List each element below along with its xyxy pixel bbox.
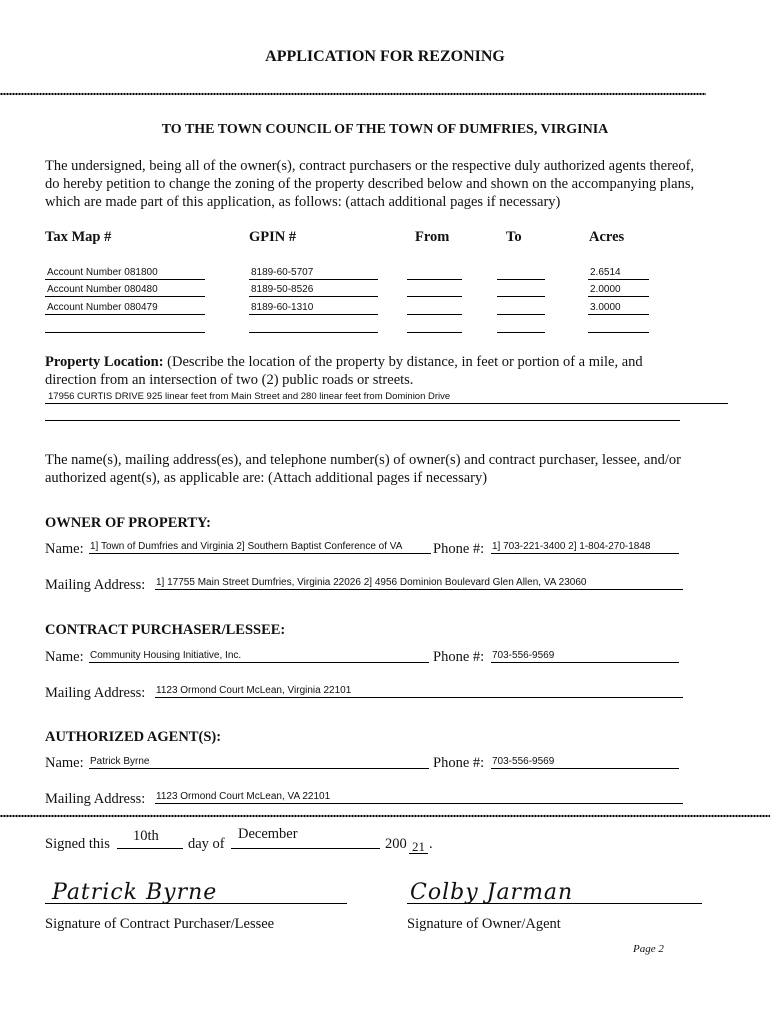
purchaser-phone-label: Phone #: [433, 649, 485, 665]
col-header-to: To [506, 229, 522, 245]
col-header-from: From [415, 229, 450, 245]
tax-map-field[interactable]: Account Number 080479 [45, 301, 205, 315]
names-intro-line: The name(s), mailing address(es), and telephone number(s) of owner(s) and contract purchaser, lessee, and/or [45, 452, 681, 468]
col-header-acres: Acres [589, 229, 625, 245]
page-subtitle: TO THE TOWN COUNCIL OF THE TOWN OF DUMFRIES, VIRGINIA [161, 122, 609, 137]
property-location-instructions: (Describe the location of the property by distance, in feet or portion of a mile, and [163, 354, 643, 370]
to-field[interactable] [497, 266, 545, 280]
owner-phone-field[interactable]: 1] 703-221-3400 2] 1-804-270-1848 [491, 540, 679, 554]
purchaser-signature: Patrick Byrne [52, 880, 218, 905]
agent-address-field[interactable]: 1123 Ormond Court McLean, VA 22101 [155, 790, 683, 804]
tax-map-field[interactable] [45, 319, 205, 333]
signed-label: Signed this [45, 836, 110, 852]
col-header-gpin: GPIN # [249, 229, 297, 245]
from-field[interactable] [407, 266, 462, 280]
owner-agent-signature-caption: Signature of Owner/Agent [407, 916, 561, 932]
purchaser-signature-caption: Signature of Contract Purchaser/Lessee [45, 916, 275, 932]
intro-line: The undersigned, being all of the owner(s), contract purchasers or the respective duly authorized agents thereof, [45, 158, 695, 174]
owner-name-label: Name: [45, 541, 84, 557]
owner-agent-signature-line[interactable] [407, 903, 702, 904]
names-intro-paragraph [45, 451, 745, 487]
property-location-label: Property Location: [45, 354, 164, 370]
acres-field[interactable]: 2.6514 [588, 266, 649, 280]
property-location-instructions: direction from an intersection of two (2) public roads or streets. [45, 372, 414, 388]
signed-month-field[interactable]: December [238, 826, 298, 842]
purchaser-name-label: Name: [45, 649, 84, 665]
owner-address-label: Mailing Address: [45, 577, 146, 593]
tax-map-field[interactable]: Account Number 081800 [45, 266, 205, 280]
owner-phone-label: Phone #: [433, 541, 485, 557]
property-location-blank-line[interactable] [45, 420, 680, 421]
signed-day-line [117, 848, 183, 849]
tax-map-field[interactable]: Account Number 080480 [45, 283, 205, 297]
agent-heading: AUTHORIZED AGENT(S): [45, 729, 222, 745]
from-field[interactable] [407, 301, 462, 315]
names-intro-line: authorized agent(s), as applicable are: (Attach additional pages if necessary) [45, 470, 488, 486]
intro-paragraph [45, 157, 745, 211]
to-field[interactable] [497, 301, 545, 315]
dotted-divider [0, 814, 770, 818]
agent-phone-label: Phone #: [433, 755, 485, 771]
agent-name-label: Name: [45, 755, 84, 771]
owner-heading: OWNER OF PROPERTY: [45, 515, 211, 531]
signed-day-field[interactable]: 10th [133, 828, 159, 844]
signed-period: . [429, 836, 433, 852]
purchaser-name-field[interactable]: Community Housing Initiative, Inc. [89, 649, 429, 663]
owner-agent-signature: Colby Jarman [410, 880, 574, 905]
purchaser-address-label: Mailing Address: [45, 685, 146, 701]
to-field[interactable] [497, 283, 545, 297]
col-header-tax-map: Tax Map # [45, 229, 112, 245]
acres-field[interactable]: 2.0000 [588, 283, 649, 297]
acres-field[interactable]: 3.0000 [588, 301, 649, 315]
gpin-field[interactable]: 8189-60-5707 [249, 266, 378, 280]
purchaser-heading: CONTRACT PURCHASER/LESSEE: [45, 622, 286, 638]
purchaser-phone-field[interactable]: 703-556-9569 [491, 649, 679, 663]
from-field[interactable] [407, 283, 462, 297]
intro-line: which are made part of this application, as follows: (attach additional pages if necessary) [45, 194, 561, 210]
page-title: APPLICATION FOR REZONING [265, 48, 505, 65]
acres-field[interactable] [588, 319, 649, 333]
gpin-field[interactable]: 8189-50-8526 [249, 283, 378, 297]
agent-phone-field[interactable]: 703-556-9569 [491, 755, 679, 769]
signed-year-field[interactable]: 21 [409, 840, 428, 854]
purchaser-signature-line[interactable] [45, 903, 347, 904]
dotted-divider [0, 92, 706, 96]
from-field[interactable] [407, 319, 462, 333]
day-of-label: day of [188, 836, 225, 852]
page-number: Page 2 [633, 943, 664, 955]
purchaser-address-field[interactable]: 1123 Ormond Court McLean, Virginia 22101 [155, 684, 683, 698]
agent-address-label: Mailing Address: [45, 791, 146, 807]
gpin-field[interactable] [249, 319, 378, 333]
owner-address-field[interactable]: 1] 17755 Main Street Dumfries, Virginia 22026 2] 4956 Dominion Boulevard Glen Allen, VA 23060 [155, 576, 683, 590]
gpin-field[interactable]: 8189-60-1310 [249, 301, 378, 315]
agent-name-field[interactable]: Patrick Byrne [89, 755, 429, 769]
property-location-field[interactable]: 17956 CURTIS DRIVE 925 linear feet from Main Street and 280 linear feet from Dominion Drive [45, 390, 728, 404]
signed-month-line [231, 848, 380, 849]
signed-year-prefix: 200 [385, 836, 407, 852]
intro-line: do hereby petition to change the zoning of the property described below and shown on the accompanying plans, [45, 176, 695, 192]
property-location-text [45, 353, 745, 389]
to-field[interactable] [497, 319, 545, 333]
owner-name-field[interactable]: 1] Town of Dumfries and Virginia 2] Southern Baptist Conference of VA [89, 540, 431, 554]
